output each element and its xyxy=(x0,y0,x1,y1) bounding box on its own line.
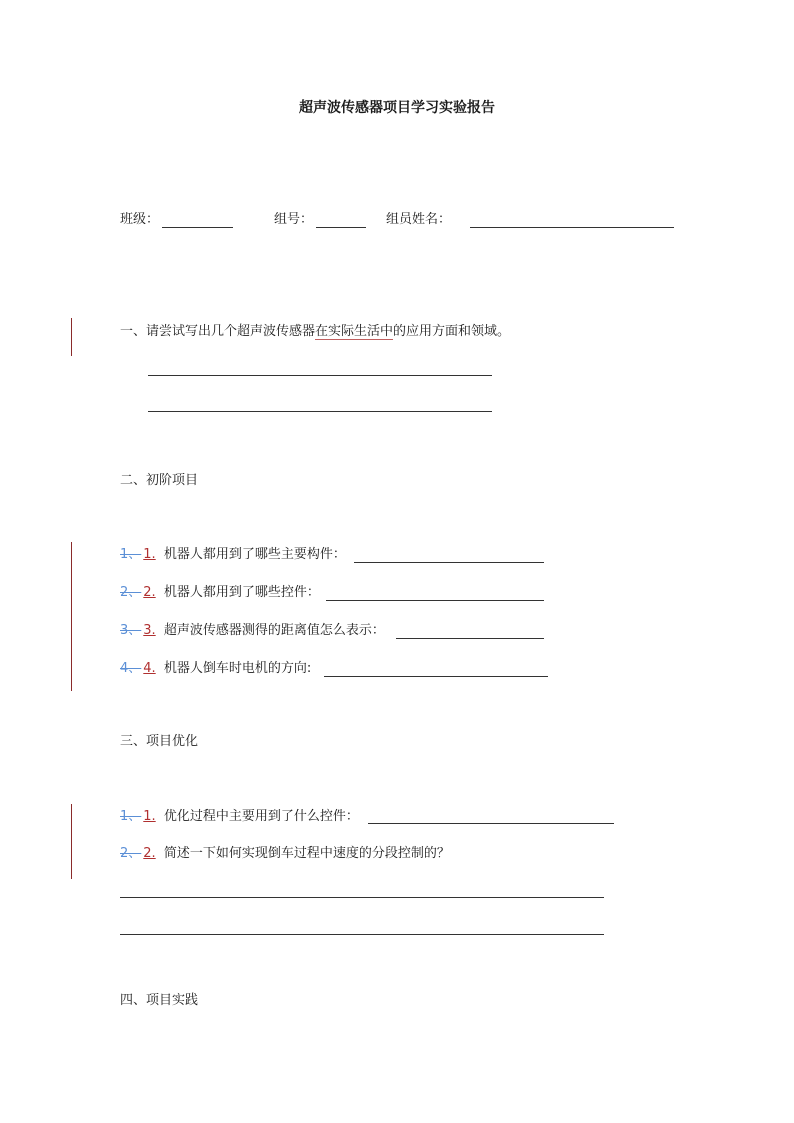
revision-bar xyxy=(71,804,72,879)
list-item xyxy=(120,809,359,825)
deleted-number: 2、 xyxy=(120,585,142,600)
answer-line[interactable] xyxy=(148,375,492,376)
section2-heading: 二、初阶项目 xyxy=(120,473,199,488)
inserted-number: 2. xyxy=(143,585,156,600)
revision-bar xyxy=(71,542,72,691)
deleted-number: 3、 xyxy=(120,623,142,638)
document-title: 超声波传感器项目学习实验报告 xyxy=(299,100,495,116)
deleted-number: 4、 xyxy=(120,661,142,676)
answer-line[interactable] xyxy=(354,562,544,563)
members-blank[interactable] xyxy=(470,227,674,228)
item-text: 机器人都用到了哪些主要构件： xyxy=(163,547,346,562)
section1-heading-post: 的应用方面和领域。 xyxy=(393,324,511,339)
answer-line[interactable] xyxy=(120,934,604,935)
answer-line[interactable] xyxy=(368,823,614,824)
members-label: 组员姓名： xyxy=(386,212,452,227)
item-text: 机器人都用到了哪些控件： xyxy=(163,585,320,600)
inserted-number: 3. xyxy=(143,623,156,638)
section1-heading-pre: 一、请尝试写出几个超声波传感器 xyxy=(120,324,316,339)
answer-line[interactable] xyxy=(326,600,544,601)
answer-line[interactable] xyxy=(148,411,492,412)
section1-heading-tracked: 在实际生活中 xyxy=(315,324,394,339)
item-text: 机器人倒车时电机的方向: xyxy=(163,661,312,676)
list-item xyxy=(120,547,346,563)
answer-line[interactable] xyxy=(324,676,548,677)
inserted-number: 4. xyxy=(143,661,156,676)
group-label: 组号： xyxy=(274,212,314,227)
class-blank[interactable] xyxy=(162,227,233,228)
item-text: 优化过程中主要用到了什么控件： xyxy=(163,809,359,824)
inserted-number: 1. xyxy=(143,547,156,562)
list-item xyxy=(120,661,311,677)
deleted-number: 2、 xyxy=(120,846,142,861)
list-item xyxy=(120,585,320,601)
item-text: 超声波传感器测得的距离值怎么表示： xyxy=(163,623,385,638)
section4-heading: 四、项目实践 xyxy=(120,993,199,1008)
inserted-number: 1. xyxy=(143,809,156,824)
item-text: 简述一下如何实现倒车过程中速度的分段控制的？ xyxy=(163,846,450,861)
section1-heading xyxy=(120,324,510,340)
list-item xyxy=(120,846,450,862)
answer-line[interactable] xyxy=(120,897,604,898)
group-blank[interactable] xyxy=(316,227,366,228)
revision-bar xyxy=(71,318,72,356)
section3-heading: 三、项目优化 xyxy=(120,734,199,749)
answer-line[interactable] xyxy=(396,638,544,639)
list-item xyxy=(120,623,385,639)
deleted-number: 1、 xyxy=(120,547,142,562)
class-label: 班级： xyxy=(120,212,160,227)
deleted-number: 1、 xyxy=(120,809,142,824)
inserted-number: 2. xyxy=(143,846,156,861)
